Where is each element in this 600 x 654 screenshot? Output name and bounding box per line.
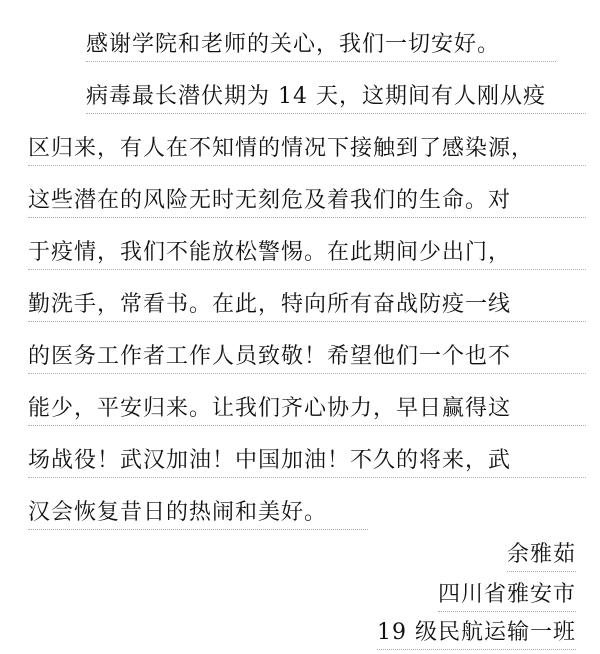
signature-name: 余雅茹 (507, 540, 576, 572)
letter-line-7: 的医务工作者工作人员致敬！希望他们一个也不 (28, 342, 586, 374)
letter-line-3: 区归来，有人在不知情的情况下接触到了感染源， (28, 134, 586, 166)
signature-location: 四川省雅安市 (438, 580, 576, 612)
letter-line-1: 感谢学院和老师的关心，我们一切安好。 (86, 30, 556, 62)
letter-line-9: 场战役！武汉加油！中国加油！不久的将来，武 (28, 446, 586, 478)
letter-line-5: 于疫情，我们不能放松警惕。在此期间少出门， (28, 238, 586, 270)
letter-line-8: 能少，平安归来。让我们齐心协力，早日赢得这 (28, 394, 586, 426)
letter-line-2: 病毒最长潜伏期为 14 天，这期间有人刚从疫 (86, 82, 586, 114)
letter-line-10: 汉会恢复昔日的热闹和美好。 (28, 498, 368, 530)
letter-line-6: 勤洗手，常看书。在此，特向所有奋战防疫一线 (28, 290, 586, 322)
letter-line-4: 这些潜在的风险无时无刻危及着我们的生命。对 (28, 186, 586, 218)
signature-class: 19 级民航运输一班 (377, 618, 576, 650)
